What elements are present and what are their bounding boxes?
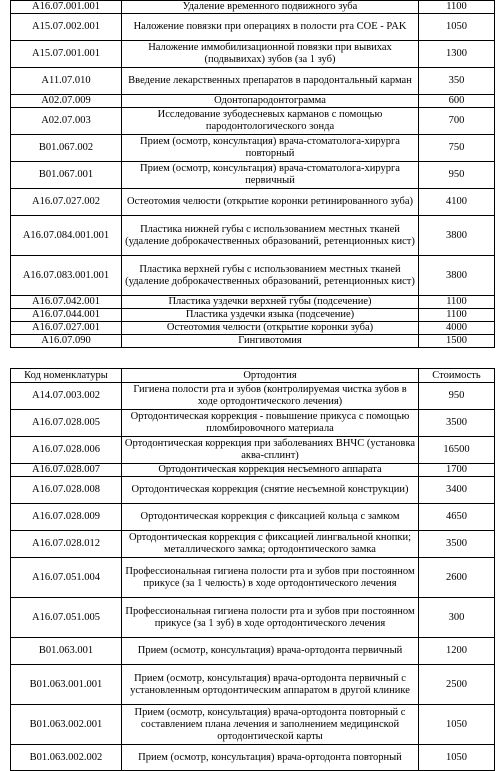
service-name: Гингивотомия	[122, 335, 419, 348]
header-section-title: Ортодонтия	[122, 369, 419, 383]
service-code: A02.07.009	[11, 95, 122, 108]
service-name: Введение лекарственных препаратов в пародонтальный карман	[122, 68, 419, 95]
service-price: 4650	[419, 504, 495, 531]
service-price: 3500	[419, 531, 495, 558]
service-code: A16.07.084.001.001	[11, 216, 122, 256]
service-code: A16.07.028.008	[11, 477, 122, 504]
service-code: A15.07.001.001	[11, 41, 122, 68]
table-row	[11, 477, 495, 504]
service-price: 950	[419, 383, 495, 410]
service-code: A02.07.003	[11, 108, 122, 135]
header-price: Стоимость	[419, 369, 495, 383]
table-row	[11, 322, 495, 335]
service-name: Наложение повязки при операциях в полости рта COE - PAK	[122, 14, 419, 41]
table-row	[11, 95, 495, 108]
table-row	[11, 504, 495, 531]
service-price: 1050	[419, 705, 495, 745]
service-code: B01.063.001.001	[11, 665, 122, 705]
service-name: Наложение иммобилизационной повязки при вывихах (подвывихах) зубов (за 1 зуб)	[122, 41, 419, 68]
service-code: B01.063.002.001	[11, 705, 122, 745]
service-price: 1700	[419, 464, 495, 477]
service-code: A16.07.028.006	[11, 437, 122, 464]
service-name: Одонтопародонтограмма	[122, 95, 419, 108]
service-code: A16.07.027.001	[11, 322, 122, 335]
service-price: 1050	[419, 745, 495, 771]
service-price: 3500	[419, 410, 495, 437]
service-code: A16.07.051.004	[11, 558, 122, 598]
table-row	[11, 437, 495, 464]
service-code: A16.07.090	[11, 335, 122, 348]
service-name: Ортодонтическая коррекция (снятие несъемной конструкции)	[122, 477, 419, 504]
service-name: Пластика уздечки языка (подсечение)	[122, 309, 419, 322]
table-row	[11, 665, 495, 705]
table-row	[11, 309, 495, 322]
service-code: B01.067.002	[11, 135, 122, 162]
table-spacer	[10, 348, 494, 368]
service-price: 1100	[419, 1, 495, 14]
table-row	[11, 14, 495, 41]
service-price: 750	[419, 135, 495, 162]
table-row	[11, 705, 495, 745]
orthodontics-table-body	[11, 383, 495, 771]
service-name: Профессиональная гигиена полости рта и зубов при постоянном прикусе (за 1 зуб) в ходе ортодонтического лечения	[122, 598, 419, 638]
table-row	[11, 162, 495, 189]
table-row	[11, 531, 495, 558]
service-price: 2500	[419, 665, 495, 705]
table-row	[11, 598, 495, 638]
service-code: A11.07.010	[11, 68, 122, 95]
service-price: 1300	[419, 41, 495, 68]
service-price: 3400	[419, 477, 495, 504]
service-name: Прием (осмотр, консультация) врача-стоматолога-хирурга повторный	[122, 135, 419, 162]
service-price: 2600	[419, 558, 495, 598]
table-row	[11, 464, 495, 477]
orthodontics-price-table	[10, 368, 495, 771]
surgery-price-table	[10, 0, 495, 348]
header-code: Код номенклатуры	[11, 369, 122, 383]
service-name: Прием (осмотр, консультация) врача-ортодонта первичный	[122, 638, 419, 665]
table-row	[11, 745, 495, 771]
service-code: A16.07.028.009	[11, 504, 122, 531]
table-row	[11, 189, 495, 216]
service-name: Исследование зубодесневых карманов с помощью пародонтологического зонда	[122, 108, 419, 135]
price-list-page	[10, 0, 494, 771]
service-name: Ортодонтическая коррекция несъемного аппарата	[122, 464, 419, 477]
service-name: Прием (осмотр, консультация) врача-ортодонта повторный с составлением плана лечения и заполнением медицинской ортодонтической карты	[122, 705, 419, 745]
service-price: 1200	[419, 638, 495, 665]
table-row	[11, 108, 495, 135]
service-price: 600	[419, 95, 495, 108]
service-name: Ортодонтическая коррекция с фиксацией кольца с замком	[122, 504, 419, 531]
table-row	[11, 383, 495, 410]
service-name: Ортодонтическая коррекция с фиксацией лингвальной кнопки; металлического замка; ортодонтического замка	[122, 531, 419, 558]
service-price: 950	[419, 162, 495, 189]
service-price: 3800	[419, 256, 495, 296]
service-code: A14.07.003.002	[11, 383, 122, 410]
service-name: Ортодонтическая коррекция - повышение прикуса с помощью пломбировочного материала	[122, 410, 419, 437]
service-price: 4100	[419, 189, 495, 216]
table-row	[11, 296, 495, 309]
table-row	[11, 216, 495, 256]
service-name: Остеотомия челюсти (открытие коронки ретинированного зуба)	[122, 189, 419, 216]
service-name: Пластика верхней губы с использованием местных тканей (удаление доброкачественных образований, ретенционных кист)	[122, 256, 419, 296]
table-row	[11, 335, 495, 348]
service-name: Ортодонтическая коррекция при заболеваниях ВНЧС (установка аква-сплинт)	[122, 437, 419, 464]
service-code: A16.07.027.002	[11, 189, 122, 216]
table-row	[11, 41, 495, 68]
service-name: Гигиена полости рта и зубов (контролируемая чистка зубов в ходе ортодонтического лечения)	[122, 383, 419, 410]
table-row	[11, 135, 495, 162]
service-code: B01.063.002.002	[11, 745, 122, 771]
service-price: 300	[419, 598, 495, 638]
service-code: A16.07.051.005	[11, 598, 122, 638]
service-code: A16.07.028.005	[11, 410, 122, 437]
service-price: 4000	[419, 322, 495, 335]
service-code: A15.07.002.001	[11, 14, 122, 41]
service-price: 1100	[419, 309, 495, 322]
surgery-table-body	[11, 1, 495, 348]
orthodontics-table-header	[11, 369, 495, 383]
table-row	[11, 558, 495, 598]
service-price: 16500	[419, 437, 495, 464]
table-row	[11, 1, 495, 14]
service-code: A16.07.044.001	[11, 309, 122, 322]
service-name: Пластика уздечки верхней губы (подсечение)	[122, 296, 419, 309]
service-code: A16.07.001.001	[11, 1, 122, 14]
service-name: Прием (осмотр, консультация) врача-стоматолога-хирурга первичный	[122, 162, 419, 189]
service-name: Остеотомия челюсти (открытие коронки зуба)	[122, 322, 419, 335]
table-row	[11, 256, 495, 296]
service-name: Удаление временного подвижного зуба	[122, 1, 419, 14]
header-row	[11, 369, 495, 383]
service-code: B01.063.001	[11, 638, 122, 665]
service-name: Прием (осмотр, консультация) врача-ортодонта повторный	[122, 745, 419, 771]
service-name: Профессиональная гигиена полости рта и зубов при постоянном прикусе (за 1 челюсть) в ходе ортодонтического лечения	[122, 558, 419, 598]
service-code: A16.07.028.012	[11, 531, 122, 558]
service-name: Прием (осмотр, консультация) врача-ортодонта первичный с установленным ортодонтическим аппаратом в другой клинике	[122, 665, 419, 705]
service-code: A16.07.028.007	[11, 464, 122, 477]
service-price: 1050	[419, 14, 495, 41]
service-price: 700	[419, 108, 495, 135]
service-price: 1100	[419, 296, 495, 309]
service-price: 3800	[419, 216, 495, 256]
service-code: A16.07.083.001.001	[11, 256, 122, 296]
service-code: A16.07.042.001	[11, 296, 122, 309]
service-name: Пластика нижней губы с использованием местных тканей (удаление доброкачественных образований, ретенционных кист)	[122, 216, 419, 256]
table-row	[11, 638, 495, 665]
service-price: 350	[419, 68, 495, 95]
table-row	[11, 410, 495, 437]
service-code: B01.067.001	[11, 162, 122, 189]
service-price: 1500	[419, 335, 495, 348]
table-row	[11, 68, 495, 95]
